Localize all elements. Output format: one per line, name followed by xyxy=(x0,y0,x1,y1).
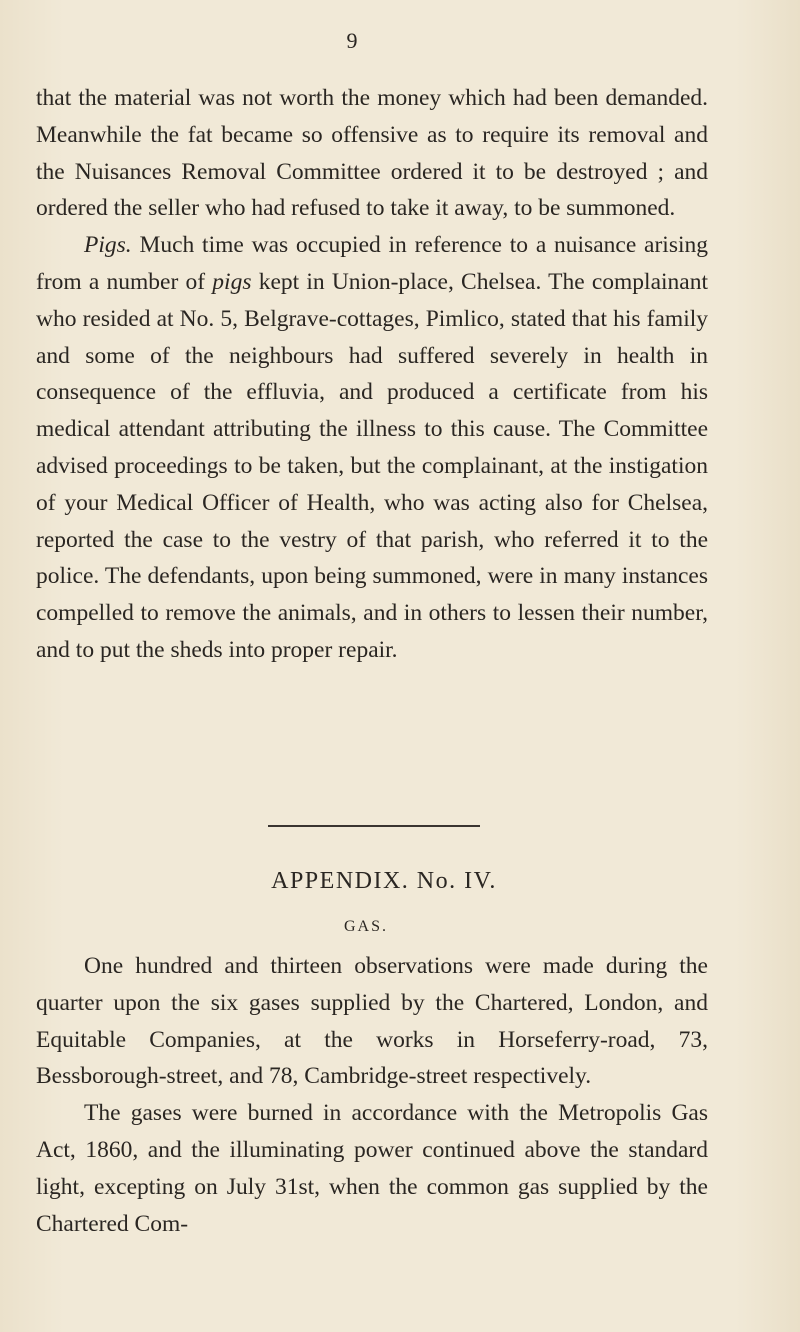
paragraph-fat-removal: that the material was not worth the money which had been demanded. Meanwhile the fat became so offensive as to require its removal and the Nuisances Removal Committee ordered it to be destroyed ; and ordered the seller who had refused to take it away, to be summoned. xyxy=(36,85,708,222)
page-number: 9 xyxy=(346,28,359,53)
side-heading-pigs: Pigs. xyxy=(84,232,132,259)
paragraph-gas-act: The gases were burned in accordance with the Metropolis Gas Act, 1860, and the illuminating power continued above the standard light, excepting on July 31st, when the common gas supplied by the Chartered Com- xyxy=(36,1100,708,1237)
section-title-gas: GAS. xyxy=(343,918,388,935)
pigs-text-part-b: kept in Union-place, Chelsea. The complainant who resided at No. 5, Belgrave-cottages, Pimlico, stated that his family and some of the neighbours had suffered severely in health in consequence of the effluvia, and produced a certificate from his medical attendant attributing the illness to this cause. The Committee advised proceedings to be taken, but the complainant, at the instigation of your Medical Officer of Health, who was acting also for Chelsea, reported the case to the vestry of that parish, who referred it to the police. The defendants, upon being summoned, were in many instances compelled to remove the animals, and in others to lessen their number, and to put the sheds into proper repair. xyxy=(36,268,708,663)
pigs-italic-word: pigs xyxy=(212,268,252,295)
paragraph-gas-observations: One hundred and thirteen observations were made during the quarter upon the six gases supplied by the Chartered, London, and Equitable Companies, at the works in Horseferry-road, 73, Bessborough-street, and 78, Cambridge-street respectively. xyxy=(36,953,708,1090)
paragraph-pigs xyxy=(36,227,708,669)
pigs-text-part-a: Much time was occupied in reference to a nuisance arising from a number of xyxy=(36,232,708,295)
section-divider xyxy=(268,825,480,827)
text-block-lower xyxy=(36,948,708,1242)
appendix-title: APPENDIX. No. IV. xyxy=(271,868,497,894)
text-block-upper xyxy=(36,80,708,669)
